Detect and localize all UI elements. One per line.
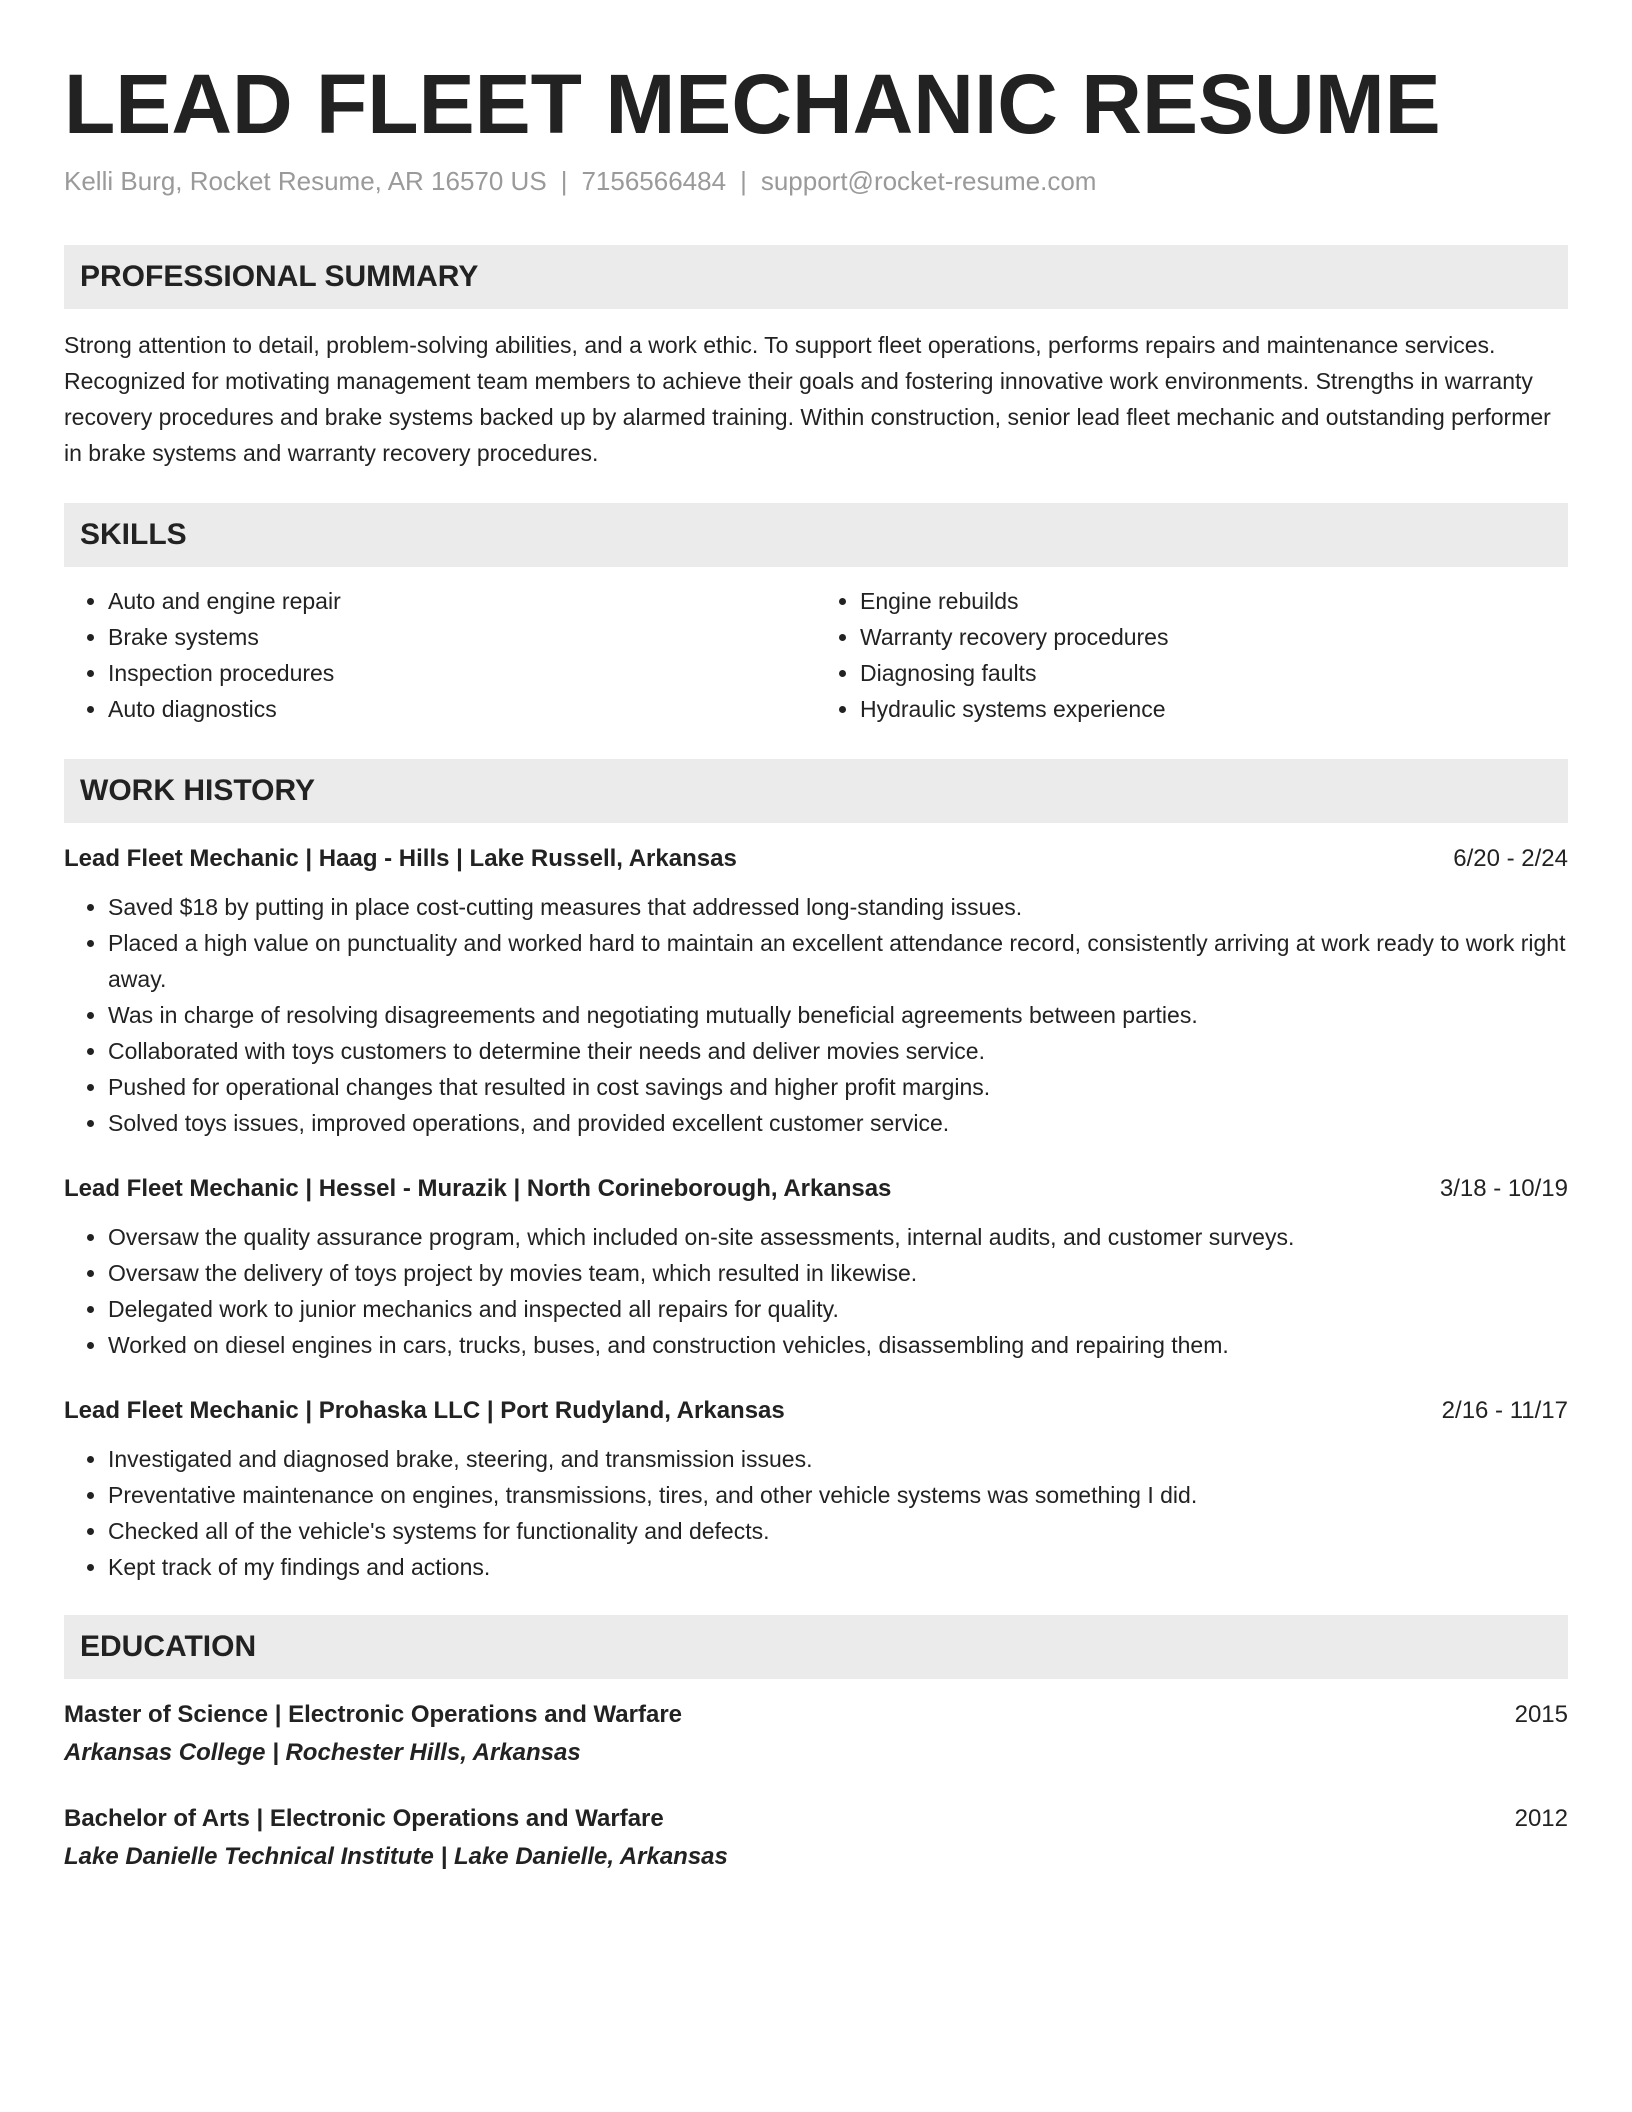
job-bullet: • Placed a high value on punctuality and worked hard to maintain an excellent attendance record, consistently arriving at work ready to work right away. bbox=[108, 925, 1568, 997]
skill-item: • Engine rebuilds bbox=[860, 583, 1568, 619]
job-bullet: • Collaborated with toys customers to determine their needs and deliver movies service. bbox=[108, 1033, 1568, 1069]
summary-text: Strong attention to detail, problem-solving abilities, and a work ethic. To support fleet operations, performs repairs and maintenance services. Recognized for motivating management team members to achieve their goals and fostering innovative work environments. Strengths in warranty recovery procedures and brake systems backed up by alarmed training. Within construction, senior lead fleet mechanic and outstanding performer in brake systems and warranty recovery procedures. bbox=[64, 332, 1551, 467]
skills-list bbox=[64, 583, 1568, 727]
skills-column-left bbox=[64, 583, 816, 727]
job-bullets bbox=[64, 1219, 1568, 1363]
skill-item: • Auto and engine repair bbox=[108, 583, 816, 619]
contact-phone: 7156566484 bbox=[581, 166, 727, 197]
job-bullet: • Worked on diesel engines in cars, trucks, buses, and construction vehicles, disassembling and repairing them. bbox=[108, 1327, 1568, 1363]
contact-email: support@rocket-resume.com bbox=[760, 166, 1097, 197]
job-dates: 2/16 - 11/17 bbox=[1441, 1397, 1568, 1425]
education-school: Lake Danielle Technical Institute | Lake Danielle, Arkansas bbox=[64, 1843, 728, 1871]
education-degree: Master of Science | Electronic Operations and Warfare bbox=[64, 1701, 683, 1729]
skills-column-right bbox=[816, 583, 1568, 727]
education-school: Arkansas College | Rochester Hills, Arkansas bbox=[64, 1739, 581, 1767]
job-entry bbox=[64, 1393, 1568, 1585]
resume-title: LEAD FLEET MECHANIC RESUME bbox=[64, 57, 1441, 151]
skill-item: • Diagnosing faults bbox=[860, 655, 1568, 691]
job-bullets bbox=[64, 1441, 1568, 1585]
job-title: Lead Fleet Mechanic | Prohaska LLC | Port Rudyland, Arkansas bbox=[64, 1397, 785, 1425]
education-entry bbox=[64, 1801, 1568, 1877]
job-bullet: • Solved toys issues, improved operations, and provided excellent customer service. bbox=[108, 1105, 1568, 1141]
job-bullet: • Delegated work to junior mechanics and inspected all repairs for quality. bbox=[108, 1291, 1568, 1327]
skill-item: • Warranty recovery procedures bbox=[860, 619, 1568, 655]
work-history-heading: WORK HISTORY bbox=[64, 759, 1568, 823]
job-bullet: • Investigated and diagnosed brake, steering, and transmission issues. bbox=[108, 1441, 1568, 1477]
education-heading: EDUCATION bbox=[64, 1615, 1568, 1679]
job-bullet: • Pushed for operational changes that resulted in cost savings and higher profit margins. bbox=[108, 1069, 1568, 1105]
job-header bbox=[64, 1393, 1568, 1429]
skill-item: • Hydraulic systems experience bbox=[860, 691, 1568, 727]
skills-heading: SKILLS bbox=[64, 503, 1568, 567]
job-header bbox=[64, 841, 1568, 877]
contact-line bbox=[64, 166, 1568, 197]
education-header bbox=[64, 1801, 1568, 1837]
contact-separator: | bbox=[560, 166, 568, 197]
contact-address: Kelli Burg, Rocket Resume, AR 16570 US bbox=[64, 166, 547, 197]
job-bullet: • Preventative maintenance on engines, transmissions, tires, and other vehicle systems was something I did. bbox=[108, 1477, 1568, 1513]
education-entry bbox=[64, 1697, 1568, 1773]
education-year: 2015 bbox=[1514, 1701, 1568, 1729]
job-entry bbox=[64, 1171, 1568, 1363]
job-bullets bbox=[64, 889, 1568, 1141]
skill-item: • Inspection procedures bbox=[108, 655, 816, 691]
education-header bbox=[64, 1697, 1568, 1733]
education-year: 2012 bbox=[1514, 1805, 1568, 1833]
job-bullet: • Oversaw the delivery of toys project by movies team, which resulted in likewise. bbox=[108, 1255, 1568, 1291]
job-bullet: • Kept track of my findings and actions. bbox=[108, 1549, 1568, 1585]
job-dates: 6/20 - 2/24 bbox=[1453, 845, 1568, 873]
education-degree: Bachelor of Arts | Electronic Operations and Warfare bbox=[64, 1805, 664, 1833]
job-header bbox=[64, 1171, 1568, 1207]
skill-item: • Brake systems bbox=[108, 619, 816, 655]
skill-item: • Auto diagnostics bbox=[108, 691, 816, 727]
job-dates: 3/18 - 10/19 bbox=[1439, 1175, 1568, 1203]
job-bullet: • Oversaw the quality assurance program, which included on-site assessments, internal audits, and customer surveys. bbox=[108, 1219, 1568, 1255]
contact-separator: | bbox=[740, 166, 747, 197]
job-title: Lead Fleet Mechanic | Hessel - Murazik | North Corineborough, Arkansas bbox=[64, 1175, 892, 1203]
job-entry bbox=[64, 841, 1568, 1141]
job-bullet: • Was in charge of resolving disagreements and negotiating mutually beneficial agreements between parties. bbox=[108, 997, 1568, 1033]
job-title: Lead Fleet Mechanic | Haag - Hills | Lake Russell, Arkansas bbox=[64, 845, 737, 873]
job-bullet: • Saved $18 by putting in place cost-cutting measures that addressed long-standing issues. bbox=[108, 889, 1568, 925]
summary-heading: PROFESSIONAL SUMMARY bbox=[64, 245, 1568, 309]
job-bullet: • Checked all of the vehicle's systems for functionality and defects. bbox=[108, 1513, 1568, 1549]
